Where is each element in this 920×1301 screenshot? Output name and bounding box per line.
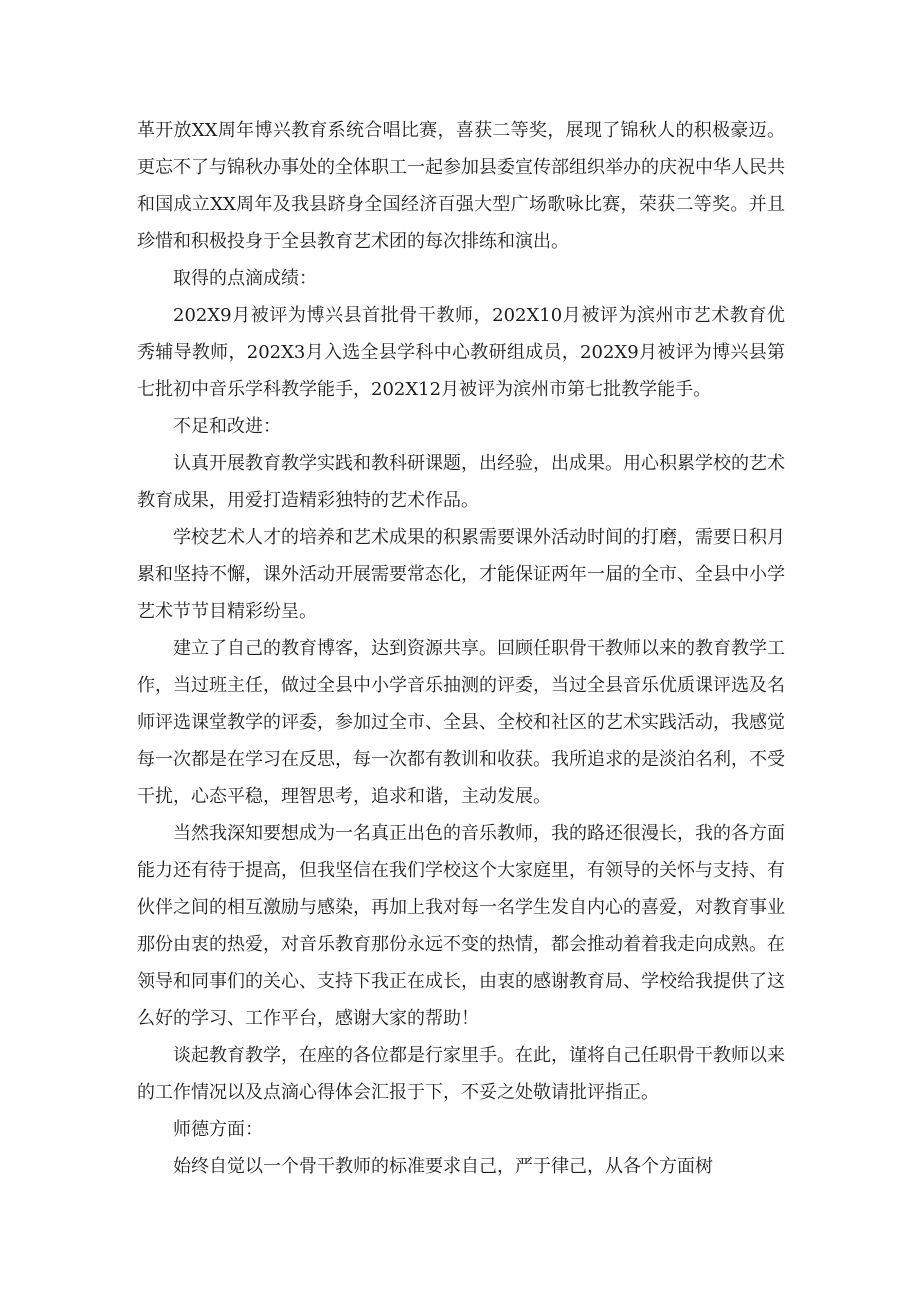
paragraph-achievements: 202X9月被评为博兴县首批骨干教师，202X10月被评为滨州市艺术教育优秀辅导教师，202X3月入选全县学科中心教研组成员，202X9月被评为博兴县第七批初中音乐学科教学能手，202X12月被评为滨州市第七批教学能手。: [137, 305, 785, 400]
section-heading-ethics: 师德方面：: [173, 1119, 263, 1140]
section-heading-improvements: 不足和改进：: [173, 416, 281, 437]
document-page: [137, 112, 785, 1185]
paragraph-continued: 革开放XX周年博兴教育系统合唱比赛，喜获二等奖，展现了锦秋人的积极豪迈。更忘不了与锦秋办事处的全体职工一起参加县委宣传部组织举办的庆祝中华人民共和国成立XX周年及我县跻身全国经济百强大型广场歌咏比赛，荣获二等奖。并且珍惜和积极投身于全县教育艺术团的每次排练和演出。: [137, 120, 785, 252]
paragraph-introduction: 谈起教育教学，在座的各位都是行家里手。在此，谨将自己任职骨干教师以来的工作情况以及点滴心得体会汇报于下，不妥之处敬请批评指正。: [137, 1045, 785, 1103]
paragraph-reflection: 当然我深知要想成为一名真正出色的音乐教师，我的路还很漫长，我的各方面能力还有待于提高，但我坚信在我们学校这个大家庭里，有领导的关怀与支持、有伙伴之间的相互激励与感染，再加上我对每一名学生发自内心的喜爱，对教育事业那份由衷的热爱，对音乐教育那份永远不变的热情，都会推动着着我走向成熟。在领导和同事们的关心、支持下我正在成长，由衷的感谢教育局、学校给我提供了这么好的学习、工作平台，感谢大家的帮助！: [137, 823, 785, 1029]
paragraph-improvement-1: 认真开展教育教学实践和教科研课题，出经验，出成果。用心积累学校的艺术教育成果，用爱打造精彩独特的艺术作品。: [137, 453, 785, 511]
paragraph-ethics: 始终自觉以一个骨干教师的标准要求自己，严于律己，从各个方面树: [173, 1156, 713, 1177]
section-heading-achievements: 取得的点滴成绩：: [173, 268, 317, 289]
paragraph-blog: 建立了自己的教育博客，达到资源共享。回顾任职骨干教师以来的教育教学工作，当过班主任，做过全县中小学音乐抽测的评委，当过全县音乐优质课评选及名师评选课堂教学的评委，参加过全市、全县、全校和社区的艺术实践活动，我感觉每一次都是在学习在反思，每一次都有教训和收获。我所追求的是淡泊名利，不受干扰，心态平稳，理智思考，追求和谐，主动发展。: [137, 638, 785, 807]
paragraph-improvement-2: 学校艺术人才的培养和艺术成果的积累需要课外活动时间的打磨，需要日积月累和坚持不懈，课外活动开展需要常态化，才能保证两年一届的全市、全县中小学艺术节节目精彩纷呈。: [137, 527, 785, 622]
